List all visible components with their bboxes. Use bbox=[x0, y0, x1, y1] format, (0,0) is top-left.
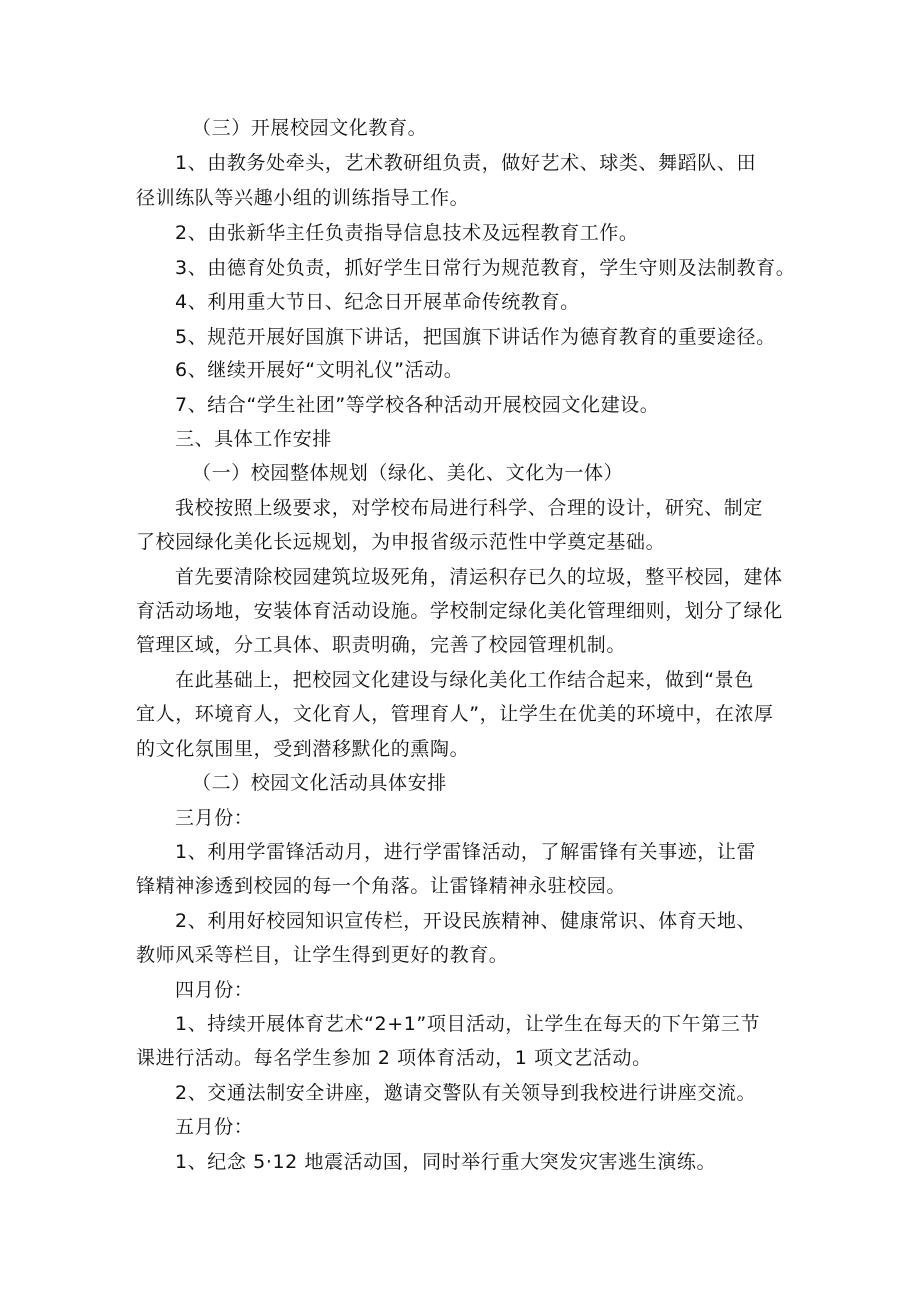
paragraph-line: 5、规范开展好国旗下讲话，把国旗下讲话作为德育教育的重要途径。 bbox=[175, 326, 776, 348]
paragraph-line: 4、利用重大节日、纪念日开展革命传统教育。 bbox=[175, 291, 580, 313]
subsection-heading: （二）校园文化活动具体安排 bbox=[192, 772, 447, 794]
paragraph-line: 径训练队等兴趣小组的训练指导工作。 bbox=[136, 187, 470, 209]
paragraph-line: 2、交通法制安全讲座，邀请交警队有关领导到我校进行讲座交流。 bbox=[175, 1082, 757, 1104]
section-heading-3: （三）开展校园文化教育。 bbox=[192, 117, 428, 139]
month-heading: 四月份： bbox=[175, 979, 254, 1001]
paragraph-line: 1、纪念 5·12 地震活动国，同时举行重大突发灾害逃生演练。 bbox=[175, 1151, 717, 1173]
month-heading: 三月份： bbox=[175, 807, 254, 829]
paragraph-line: 锋精神渗透到校园的每一个角落。让雷锋精神永驻校园。 bbox=[136, 875, 627, 897]
month-heading: 五月份： bbox=[175, 1116, 254, 1138]
paragraph-line: 1、利用学雷锋活动月，进行学雷锋活动，了解雷锋有关事迹，让雷 bbox=[175, 841, 757, 863]
paragraph-line: 7、结合“学生社团”等学校各种活动开展校园文化建设。 bbox=[175, 394, 660, 416]
paragraph-line: 课进行活动。每名学生参加 2 项体育活动，1 项文艺活动。 bbox=[136, 1047, 652, 1069]
paragraph-line: 的文化氛围里，受到潜移默化的熏陶。 bbox=[136, 738, 470, 760]
paragraph-line: 在此基础上，把校园文化建设与绿化美化工作结合起来，做到“景色 bbox=[175, 669, 754, 691]
paragraph-line: 宜人，环境育人，文化育人，管理育人”，让学生在优美的环境中，在浓厚 bbox=[136, 703, 774, 725]
paragraph-line: 教师风采等栏目，让学生得到更好的教育。 bbox=[136, 944, 509, 966]
paragraph-line: 1、持续开展体育艺术“2+1”项目活动，让学生在每天的下午第三节 bbox=[175, 1013, 761, 1035]
paragraph-line: 我校按照上级要求，对学校布局进行科学、合理的设计，研究、制定 bbox=[175, 497, 764, 519]
paragraph-line: 2、由张新华主任负责指导信息技术及远程教育工作。 bbox=[175, 222, 639, 244]
paragraph-line: 1、由教务处牵头，艺术教研组负责，做好艺术、球类、舞蹈队、田 bbox=[175, 152, 757, 174]
paragraph-line: 3、由德育处负责，抓好学生日常行为规范教育，学生守则及法制教育。 bbox=[175, 257, 796, 279]
section-heading: 三、具体工作安排 bbox=[175, 428, 332, 450]
paragraph-line: 管理区域，分工具体、职责明确，完善了校园管理机制。 bbox=[136, 634, 627, 656]
paragraph-line: 首先要清除校园建筑垃圾死角，清运积存已久的垃圾，整平校园，建体 bbox=[175, 566, 783, 588]
subsection-heading: （一）校园整体规划（绿化、美化、文化为一体） bbox=[192, 462, 624, 484]
paragraph-line: 2、利用好校园知识宣传栏，开设民族精神、健康常识、体育天地、 bbox=[175, 910, 757, 932]
paragraph-line: 了校园绿化美化长远规划，为申报省级示范性中学奠定基础。 bbox=[136, 531, 666, 553]
paragraph-line: 6、继续开展好“文明礼仪”活动。 bbox=[175, 359, 464, 381]
paragraph-line: 育活动场地，安装体育活动设施。学校制定绿化美化管理细则，划分了绿化 bbox=[136, 600, 783, 622]
